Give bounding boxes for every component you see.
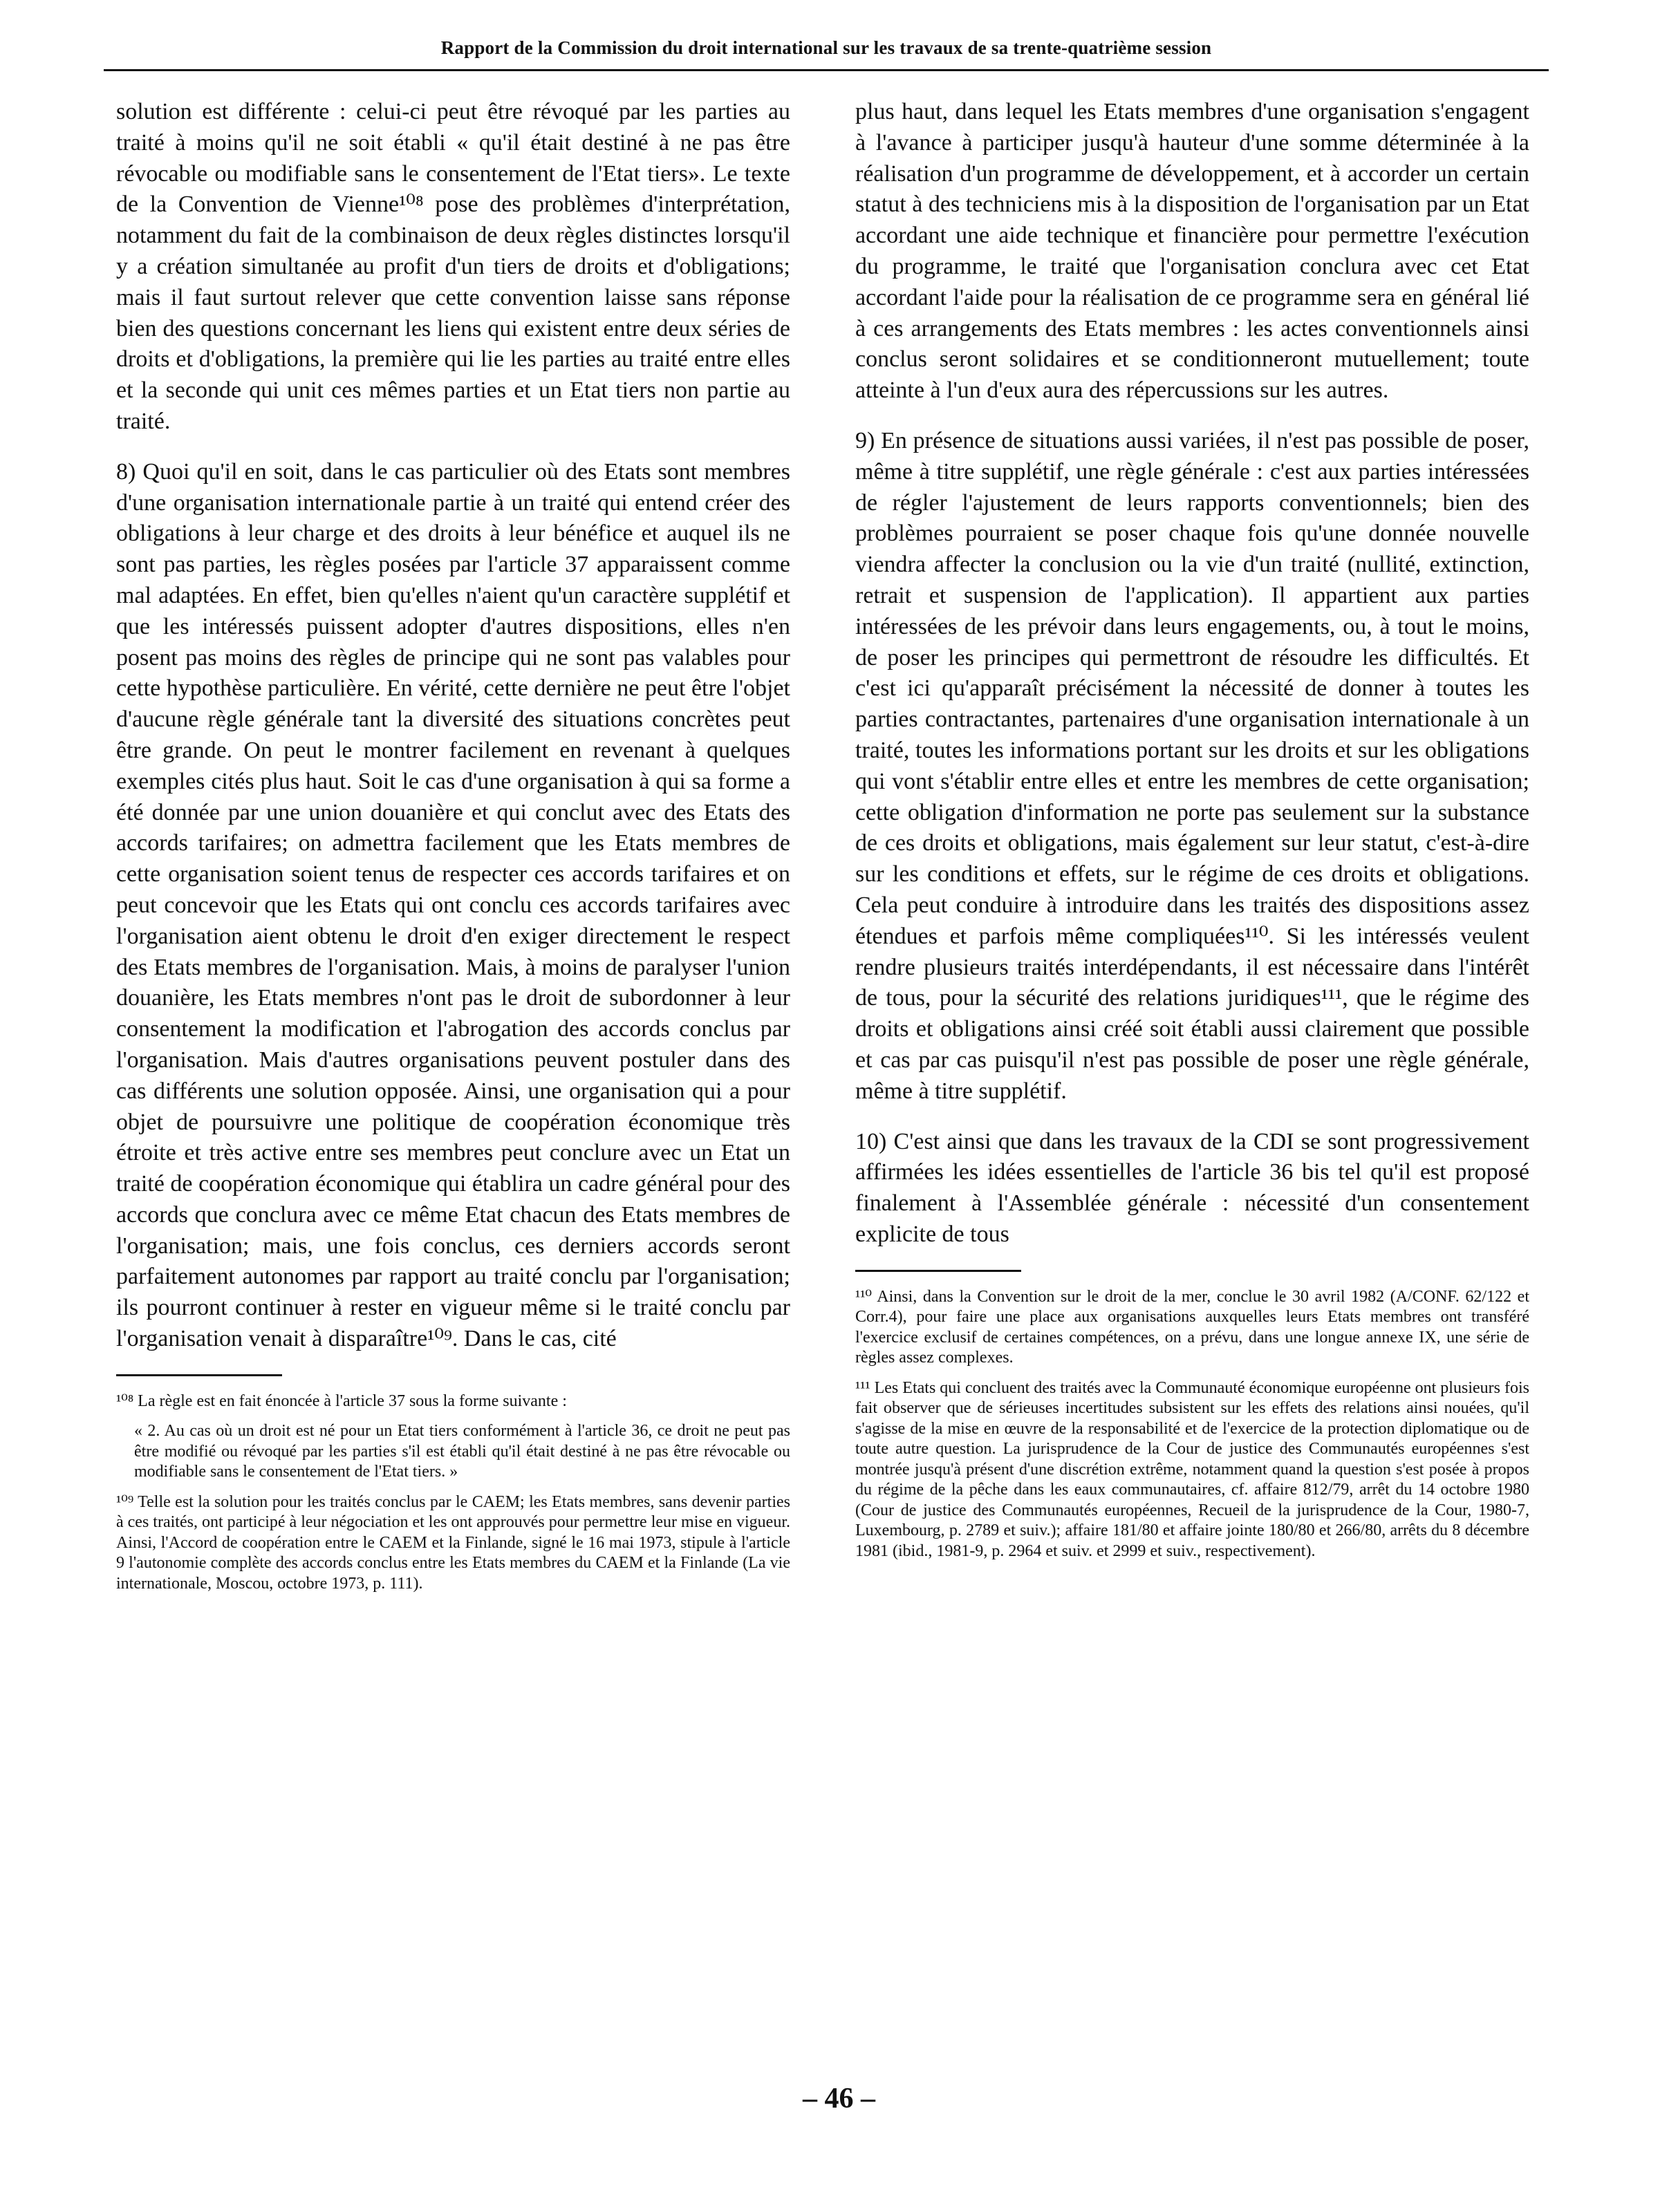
- paragraph-8: 8) Quoi qu'il en soit, dans le cas particulier où des Etats sont membres d'une organisation internationale partie à un traité qui entend créer des obligations à leur charge et des droits à leur bénéfice et auquel ils ne sont pas parties, les règles posées par l'article 37 apparaissent comme mal adaptées. En effet, bien qu'elles n'aient qu'un caractère supplétif et que les intéressés puissent adopter d'autres dispositions, elles n'en posent pas moins des règles de principe qui ne sont pas valables pour cette hypothèse particulière. En vérité, cette dernière ne peut être l'objet d'aucune règle générale tant la diversité des situations concrètes peut être grande. On peut le montrer facilement en revenant à quelques exemples cités plus haut. Soit le cas d'une organisation à qui sa forme a été donnée par une union douanière et qui conclut avec des Etats des accords tarifaires; on admettra facilement que les Etats membres de cette organisation soient tenus de respecter ces accords tarifaires et on peut concevoir que les Etats qui ont conclu ces accords tarifaires avec l'organisation aient obtenu le droit d'en exiger directement le respect des Etats membres de l'organisation. Mais, à moins de paralyser l'union douanière, les Etats membres n'ont pas le droit de subordonner à leur consentement la modification et l'abrogation des accords conclus par l'organisation. Mais d'autres organisations peuvent postuler dans des cas différents une solution opposée. Ainsi, une organisation qui a pour objet de poursuivre une politique de coopération économique très étroite et très active entre ses membres peut conclure avec un Etat un traité de coopération économique qui établira un cadre général pour des accords que conclura avec ce même Etat chacun des Etats membres de l'organisation; mais, une fois conclus, ces derniers accords seront parfaitement autonomes par rapport au traité conclu par l'organisation; ils pourront continuer à rester en vigueur même si le traité conclu par l'organisation venait à disparaître¹⁰⁹. Dans le cas, cité: [116, 458, 790, 1352]
- footnote-108-quote: « 2. Au cas où un droit est né pour un Etat tiers conformément à l'article 36, ce droit ne peut pas être modifié ou révoqué par les parties s'il est établi qu'il était destiné à ne pas être révocable ou modifiable sans le consentement de l'Etat tiers. »: [134, 1422, 790, 1481]
- paragraph-7-continued: solution est différente : celui-ci peut être révoqué par les parties au traité à moins qu'il ne soit établi « qu'il était destiné à ne pas être révocable ou modifiable sans le consentement de l'Etat tiers». Le texte de la Convention de Vienne¹⁰⁸ pose des problèmes d'interprétation, notamment du fait de la combinaison de deux règles distinctes lorsqu'il y a création simultanée au profit d'un tiers de droits et d'obligations; mais il faut surtout relever que cette convention laisse sans réponse bien des questions concernant les liens qui existent entre deux séries de droits et d'obligations, la première qui lie les parties au traité entre elles et la seconde qui unit ces mêmes parties et un Etat tiers non partie au traité.: [116, 99, 790, 434]
- header-rule: [104, 69, 1549, 71]
- running-header: Rapport de la Commission du droit international sur les travaux de sa trente-quatrième session: [440, 37, 1212, 58]
- page-number: – 46 –: [803, 2083, 875, 2115]
- left-column: [116, 97, 790, 1604]
- footnote-110: ¹¹⁰ Ainsi, dans la Convention sur le droit de la mer, conclue le 30 avril 1982 (A/CONF. 62/122 et Corr.4), pour faire une place aux organisations auxquelles leurs Etats membres ont transféré l'exercice exclusif de certaines compétences, on a prévu, dans une longue annexe IX, une série de règles assez complexes.: [855, 1287, 1529, 1367]
- paragraph-8-continued: plus haut, dans lequel les Etats membres d'une organisation s'engagent à l'avance à participer jusqu'à hauteur d'une somme déterminée à la réalisation d'un programme de développement, et à accorder un certain statut à des techniciens mis à la disposition de l'organisation par un Etat accordant une aide technique et financière pour permettre l'exécution du programme, le traité que l'organisation conclura avec cet Etat accordant l'aide pour la réalisation de ce programme sera en général lié à ces arrangements des Etats membres : les actes conventionnels ainsi conclus seront solidaires et se conditionneront mutuellement; toute atteinte à l'un d'eux aura des répercussions sur les autres.: [855, 99, 1529, 404]
- right-column: [855, 97, 1529, 1571]
- paragraph-10: 10) C'est ainsi que dans les travaux de la CDI se sont progressivement affirmées les idées essentielles de l'article 36 bis tel qu'il est proposé finalement à l'Assemblée générale : nécessité d'un consentement explicite de tous: [855, 1128, 1529, 1247]
- footnote-111: ¹¹¹ Les Etats qui concluent des traités avec la Communauté économique européenne ont plusieurs fois fait observer que de sérieuses incertitudes subsistent sur les effets des relations ainsi nouées, qu'il s'agisse de la mise en œuvre de la responsabilité et de l'exercice de la protection diplomatique ou de toute autre question. La jurisprudence de la Cour de justice des Communautés européennes s'est montrée jusqu'à présent d'une discrétion extrême, notamment quand la question s'est posée à propos du régime de la pêche dans les eaux communautaires, cf. affaire 812/79, arrêt du 14 octobre 1980 (Cour de justice des Communautés européennes, Recueil de la jurisprudence de la Cour, 1980-7, Luxembourg, p. 2789 et suiv.); affaire 181/80 et affaire jointe 180/80 et 266/80, arrêts du 8 décembre 1981 (ibid., 1981-9, p. 2964 et suiv. et 2999 et suiv., respectivement).: [855, 1378, 1529, 1560]
- footnote-rule: [855, 1270, 1021, 1272]
- footnote-109: ¹⁰⁹ Telle est la solution pour les traités conclus par le CAEM; les Etats membres, sans devenir parties à ces traités, ont participé à leur négociation et les ont approuvés pour permettre leur mise en vigueur. Ainsi, l'Accord de coopération entre le CAEM et la Finlande, signé le 16 mai 1973, stipule à l'article 9 l'autonomie complète des accords conclus entre les Etats membres du CAEM et la Finlande (La vie internationale, Moscou, octobre 1973, p. 111).: [116, 1492, 790, 1593]
- footnote-108: ¹⁰⁸ La règle est en fait énoncée à l'article 37 sous la forme suivante :: [116, 1391, 567, 1410]
- paragraph-9: 9) En présence de situations aussi variées, il n'est pas possible de poser, même à titre supplétif, une règle générale : c'est aux parties intéressées de régler l'ajustement de leurs rapports conventionnels; bien des problèmes pourraient se poser chaque fois qu'une donnée nouvelle viendra affecter la conclusion ou la vie d'un traité (nullité, extinction, retrait et suspension de l'application). Il appartient aux parties intéressées de les prévoir dans leurs engagements, ou, à tout le moins, de poser les principes qui permettront de résoudre les difficultés. Et c'est ici qu'apparaît précisément la nécessité de donner à toutes les parties contractantes, partenaires d'une organisation internationale à un traité, toutes les informations portant sur les droits et sur les obligations qui vont s'établir entre elles et entre les membres de cette organisation; cette obligation d'information ne porte pas seulement sur la substance de ces droits et obligations, mais également sur leur statut, c'est-à-dire sur les conditions et effets, sur le régime de ces droits et obligations. Cela peut conduire à introduire dans les traités des dispositions assez étendues et parfois même compliquées¹¹⁰. Si les intéressés veulent rendre plusieurs traités interdépendants, il est nécessaire dans l'intérêt de tous, pour la sécurité des relations juridiques¹¹¹, que le régime des droits et obligations ainsi créé soit établi aussi clairement que possible et cas par cas puisqu'il n'est pas possible de poser une règle générale, même à titre supplétif.: [855, 427, 1529, 1104]
- footnote-rule: [116, 1374, 282, 1376]
